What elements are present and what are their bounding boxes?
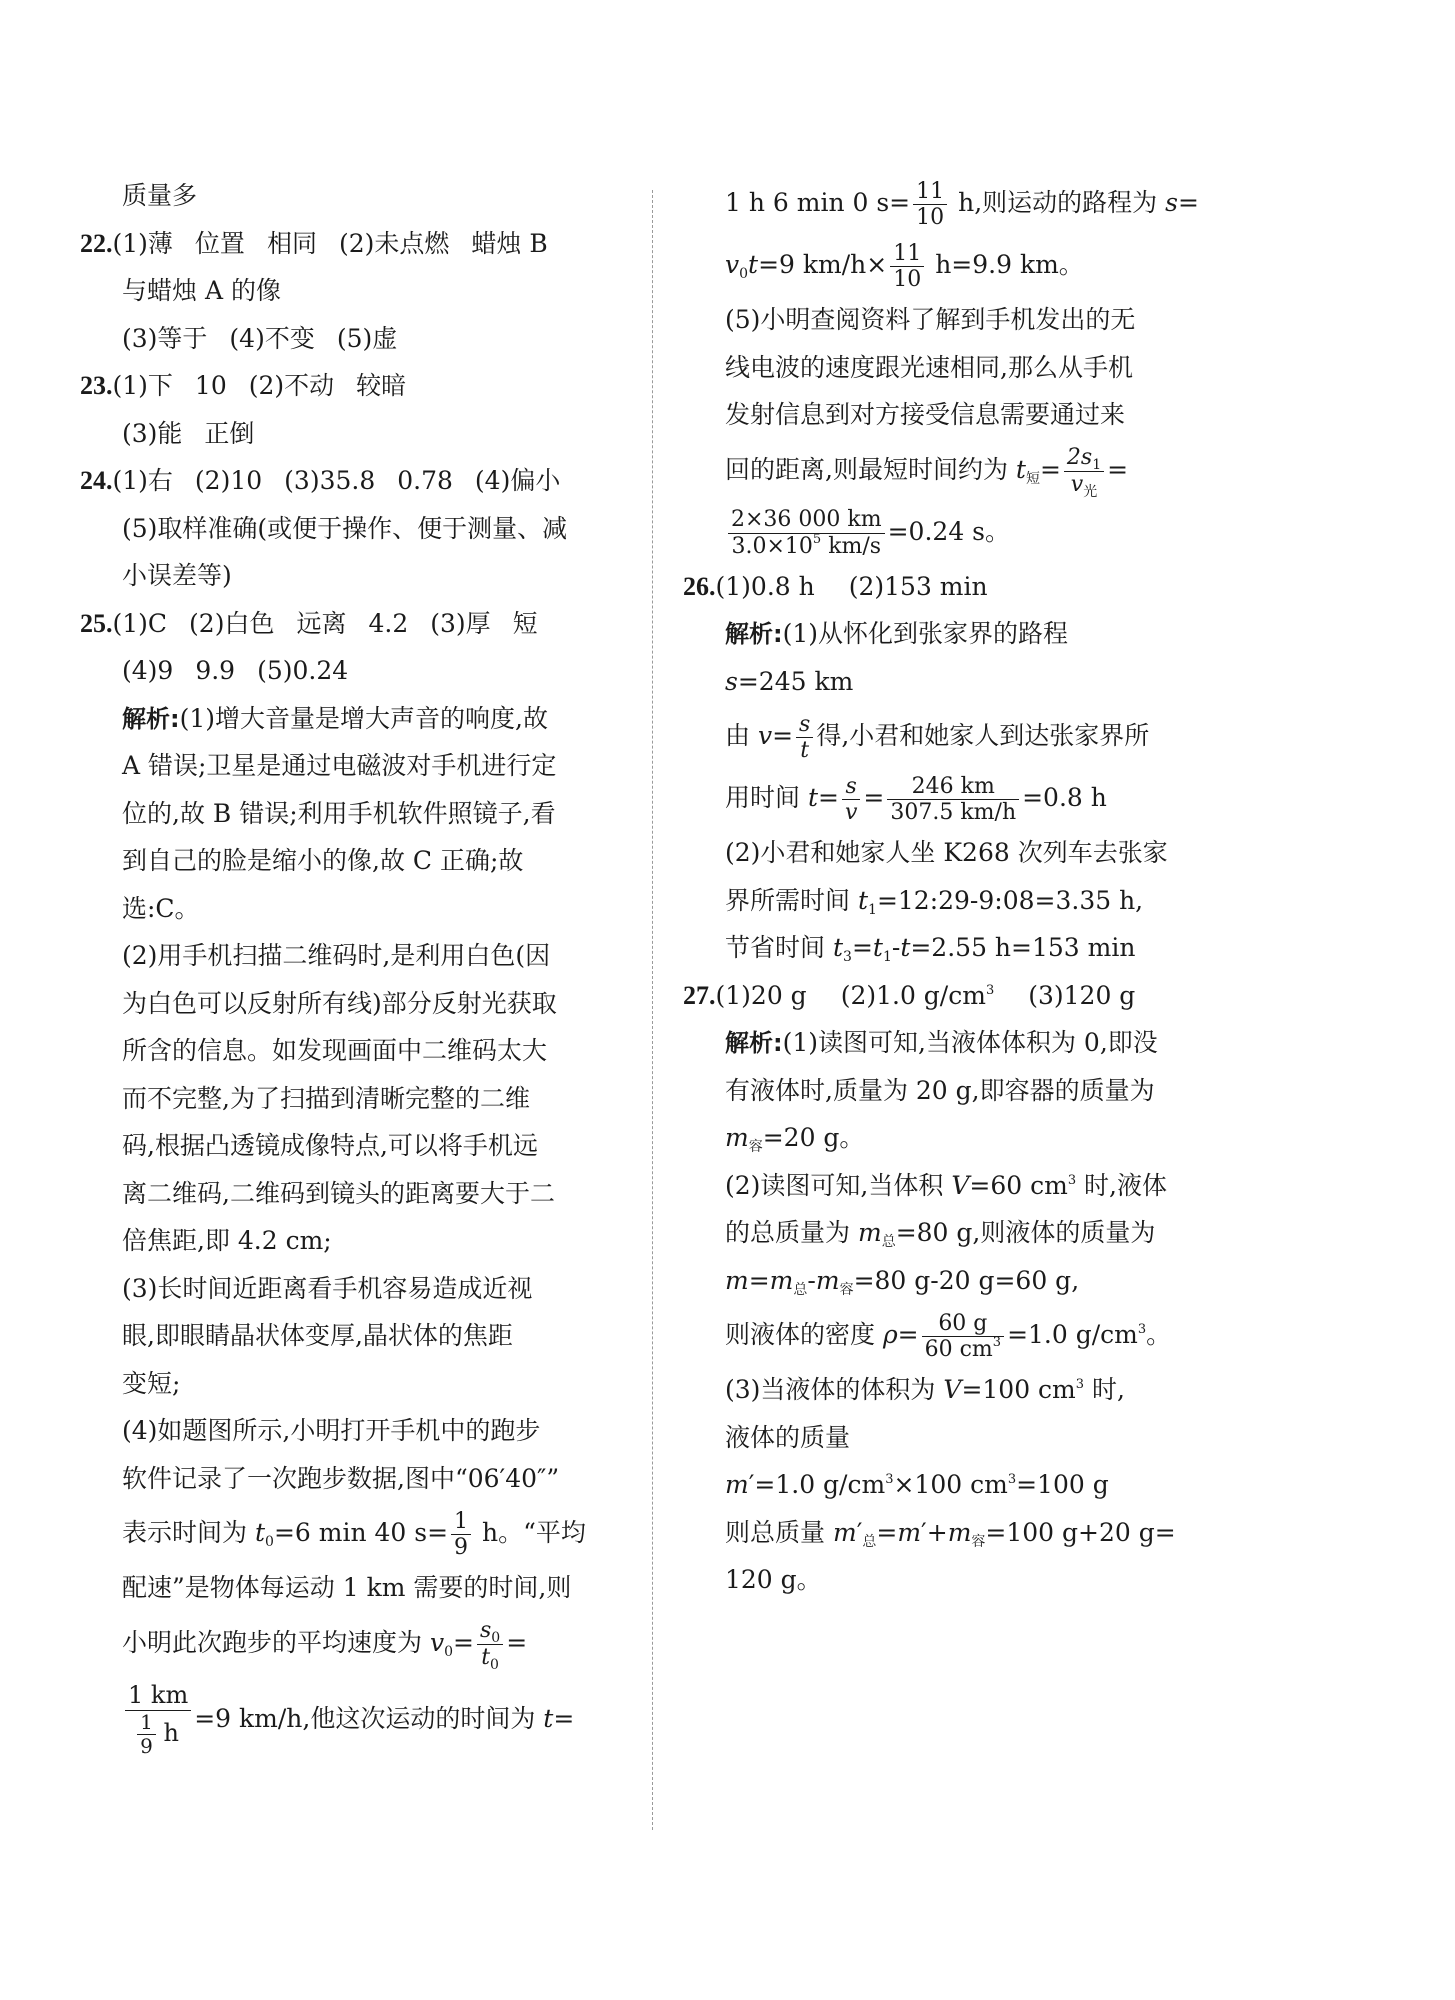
text-line: 的总质量为 $m_总=80$ g,则液体的质量为 (725, 1218, 1156, 1250)
formula-line: 小明此次跑步的平均速度为 $v_0=$ $\frac{s_0}{t_0}$ = (122, 1618, 528, 1673)
fraction: $\frac{11}{10}$ (913, 179, 947, 231)
text-line: 质量多 (122, 181, 198, 210)
fraction: $\frac{s}{t}$ (796, 712, 813, 764)
text-line: 解析:(1)增大音量是增大声音的响度,故 (122, 703, 548, 733)
fraction: $2s_1$ $v_光$ (1064, 445, 1104, 497)
text-line: 眼,即眼睛晶状体变厚,晶状体的焦距 (122, 1321, 513, 1350)
text-line: 到自己的脸是缩小的像,故 C 正确;故 (122, 846, 524, 875)
formula-line: 表示时间为 $t_0=6$ min 40 s= $\frac{1}{9}$ h。“平均 (122, 1508, 586, 1560)
text-line: 解析:(1)读图可知,当液体体积为 0,即没 (725, 1028, 1158, 1057)
fraction: $\frac{60 g}{60 cm^3}$ (922, 1311, 1004, 1363)
text-line: 码,根据凸透镜成像特点,可以将手机远 (122, 1131, 538, 1160)
text-line: s=245 km (725, 666, 854, 696)
text-line: $m_容=20$ g。 (725, 1123, 865, 1155)
text-line: (2)读图可知,当体积 V=60 $cm^3$ 时,液体 (725, 1170, 1167, 1200)
text-line: (2)小君和她家人坐 K268 次列车去张家 (725, 838, 1168, 867)
text-line: 与蜡烛 A 的像 (122, 276, 281, 305)
text-line: (4)9 9.9 (5)0.24 (122, 656, 349, 685)
text-line: (3)长时间近距离看手机容易造成近视 (122, 1273, 533, 1303)
fraction: $\frac{1}{9}$ (137, 1711, 156, 1758)
answer-22: 22.(1)薄 位置 相同 (2)未点燃 蜡烛 B (80, 228, 548, 258)
formula-line: 由 v= $\frac{s}{t}$ 得,小君和她家人到达张家界所 (725, 711, 1150, 763)
text-line: 界所需时间 $t_1=12:29-9:08=3.35$ h, (725, 885, 1144, 918)
text-line: 而不完整,为了扫描到清晰完整的二维 (122, 1083, 530, 1113)
question-number: 24. (80, 466, 113, 495)
column-divider (652, 190, 653, 1830)
answer-24: 24.(1)右 (2)10 (3)35.8 0.78 (4)偏小 (80, 466, 561, 495)
fraction: $\frac{s}{v}$ (842, 774, 860, 826)
text-line: 线电波的速度跟光速相同,那么从手机 (725, 352, 1133, 382)
question-number: 22. (80, 228, 113, 258)
text-line: m′=1.0 $g/cm^3\times 100$ $cm^3=100$ g (725, 1470, 1109, 1499)
text-line: 有液体时,质量为 20 g,即容器的质量为 (725, 1075, 1155, 1105)
formula-line: 用时间 t= $\frac{s}{v}$ = $\frac{246 km}{307.5 km/h}$ =0.8 h (725, 773, 1107, 825)
text-line: A 错误;卫星是通过电磁波对手机进行定 (122, 751, 557, 780)
formula-line: $\frac{2\times 36 000 km}{3.0\times 10^5 km/s}$ =0.24 s。 (683, 501, 1258, 563)
text-line: 配速”是物体每运动 1 km 需要的时间,则 (122, 1573, 572, 1602)
right-column (683, 172, 1258, 1604)
formula-line: 1 km $\frac{1}{9}$ h =9 km/h,他这次运动的时间为 t= (80, 1674, 635, 1764)
fraction: $\frac{2\times 36 000 km}{3.0\times 10^5 km/s}$ (728, 507, 885, 559)
answer-26: 26.(1)0.8 h (2)153 min (683, 571, 988, 601)
question-number: 27. (683, 980, 716, 1010)
fraction: $\frac{s_0}{t_0}$ (477, 1618, 503, 1670)
text-line: 选:C。 (122, 893, 200, 923)
text-line: (3)当液体的体积为 V=100 $cm^3$ 时, (725, 1375, 1125, 1404)
fraction: $\frac{246 km}{307.5 km/h}$ (887, 774, 1019, 826)
text-line: 位的,故 B 错误;利用手机软件照镜子,看 (122, 798, 556, 828)
text-line: 120 g。 (725, 1565, 822, 1594)
formula-line: 1 h 6 min 0 s= $\frac{11}{10}$ h,则运动的路程为 s= (725, 178, 1199, 230)
text-line: 倍焦距,即 4.2 cm; (122, 1226, 332, 1255)
text-line: 离二维码,二维码到镜头的距离要大于二 (122, 1178, 555, 1208)
question-number: 26. (683, 571, 716, 601)
text-line: (2)用手机扫描二维码时,是利用白色(因 (122, 941, 551, 970)
text-line: 液体的质量 (725, 1422, 851, 1452)
text-line: (3)能 正倒 (122, 418, 255, 448)
analysis-label: 解析: (122, 704, 180, 733)
text-line: 为白色可以反射所有线)部分反射光获取 (122, 988, 557, 1018)
text-line: 则总质量 $m'_总=m'+m_容=100$ g+20 g= (725, 1517, 1176, 1550)
text-line: 软件记录了一次跑步数据,图中“06′40″” (122, 1463, 560, 1493)
left-column (80, 172, 635, 1764)
formula-line: $v_0t=9$ km/h× $\frac{11}{10}$ h=9.9 km。 (725, 240, 1084, 292)
analysis-label: 解析: (725, 1029, 783, 1057)
text-line: 所含的信息。如发现画面中二维码太大 (122, 1036, 548, 1065)
text-line: (5)小明查阅资料了解到手机发出的无 (725, 305, 1136, 334)
question-number: 25. (80, 608, 113, 638)
answer-23: 23.(1)下 10 (2)不动 较暗 (80, 371, 407, 400)
text-line: (5)取样准确(或便于操作、便于测量、减 (122, 513, 568, 543)
text-line: 解析:(1)从怀化到张家界的路程 (725, 619, 1069, 648)
text-line: 发射信息到对方接受信息需要通过来 (725, 400, 1126, 429)
text-line: $m=m_总-m_容=80$ g-20 g=60 g, (725, 1265, 1080, 1298)
answer-25: 25.(1)C (2)白色 远离 4.2 (3)厚 短 (80, 608, 538, 638)
fraction: $\frac{11}{10}$ (890, 241, 924, 293)
question-number: 23. (80, 371, 113, 400)
formula-line: 则液体的密度 ρ= $\frac{60 g}{60 cm^3}$ =1.0 $g/cm^3$。 (725, 1310, 1172, 1362)
text-line: (4)如题图所示,小明打开手机中的跑步 (122, 1416, 541, 1445)
text-line: 小误差等) (122, 561, 232, 590)
formula-line: 回的距离,则最短时间约为 $t_短=$ $2s_1$ $v_光$ = (725, 445, 1129, 500)
analysis-label: 解析: (725, 620, 783, 648)
fraction: 1 km $\frac{1}{9}$ h (125, 1682, 191, 1758)
text-line: 节省时间 $t_3=t_1-t=2.55$ h=153 min (725, 933, 1136, 965)
answer-27: 27.(1)20 g (2)1.0 $g/cm^3$ (3)120 g (683, 980, 1136, 1010)
text-line: (3)等于 (4)不变 (5)虚 (122, 323, 398, 353)
text-line: 变短; (122, 1368, 181, 1398)
fraction: $\frac{1}{9}$ (451, 1509, 471, 1561)
